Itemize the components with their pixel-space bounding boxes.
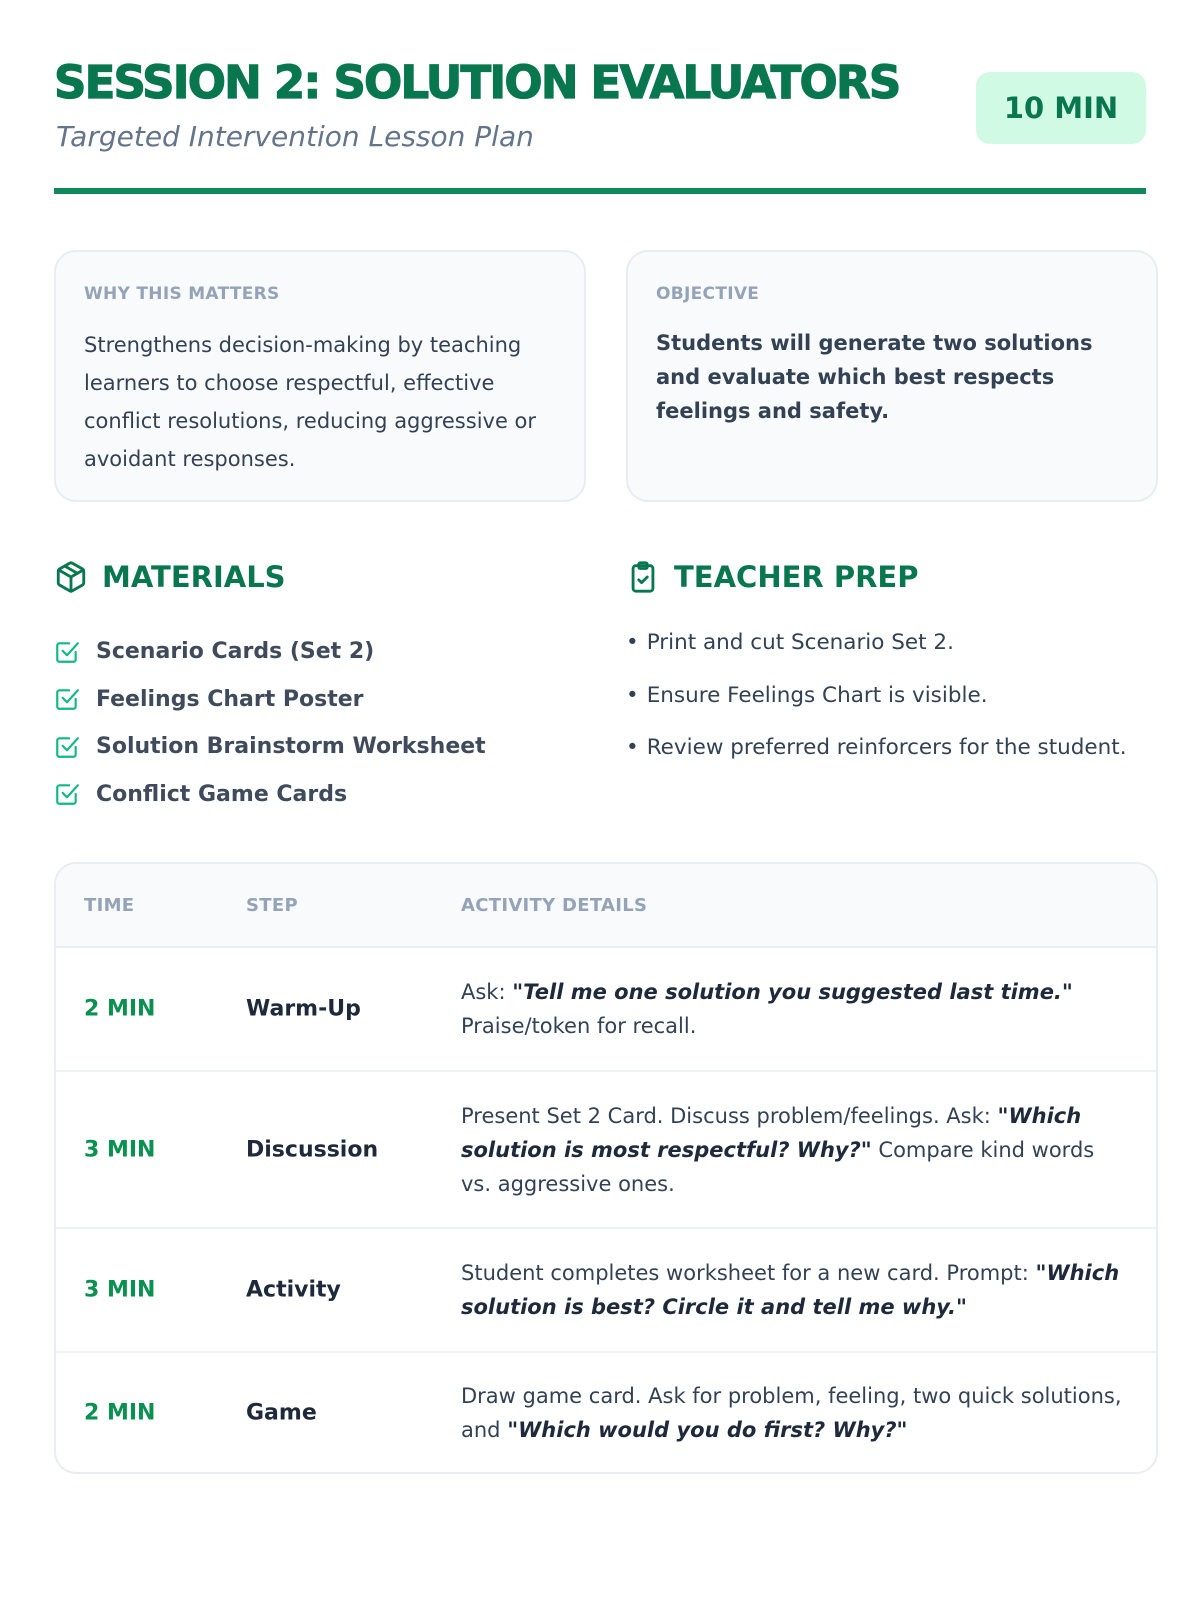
detail-quote: "Tell me one solution you suggested last time.": [512, 980, 1073, 1004]
material-label: Conflict Game Cards: [96, 781, 348, 807]
list-item: [54, 676, 574, 724]
schedule-table: [54, 862, 1158, 1474]
objective-card-label: OBJECTIVE: [656, 284, 760, 304]
box-icon: [54, 560, 88, 594]
row-step: Warm-Up: [246, 996, 361, 1022]
checkbox-checked-icon: [54, 734, 80, 760]
materials-list: [54, 628, 574, 818]
list-item: [54, 723, 574, 771]
lesson-header: [54, 52, 1146, 194]
material-label: Solution Brainstorm Worksheet: [96, 734, 486, 760]
page-title: SESSION 2: SOLUTION EVALUATORS: [54, 56, 900, 109]
table-header: [56, 864, 1156, 948]
teacher-prep-list: [626, 630, 1166, 788]
materials-heading: [54, 560, 286, 594]
teacher-prep-heading: [626, 560, 918, 594]
list-item: [54, 771, 574, 819]
objective-card-text: Students will generate two solutions and evaluate which best respects feelings and safety.: [656, 331, 1093, 423]
duration-badge: 10 MIN: [976, 72, 1146, 144]
detail-text: Compare kind words vs. aggressive ones.: [461, 1137, 1095, 1196]
prep-label: Print and cut Scenario Set 2.: [646, 630, 954, 655]
column-header-time: TIME: [84, 894, 135, 916]
material-label: Feelings Chart Poster: [96, 686, 364, 712]
list-item: [54, 628, 574, 676]
row-time: 3 MIN: [84, 1277, 156, 1303]
row-time: 2 MIN: [84, 996, 156, 1022]
list-item: [626, 630, 1166, 683]
detail-text: Student completes worksheet for a new card. Prompt:: [461, 1261, 1036, 1285]
checkbox-checked-icon: [54, 781, 80, 807]
bullet-icon: •: [626, 630, 639, 655]
table-row: [56, 1353, 1156, 1472]
list-item: [626, 735, 1166, 788]
table-row: [56, 948, 1156, 1072]
detail-text: Present Set 2 Card. Discuss problem/feelings. Ask:: [461, 1103, 998, 1128]
row-details: [461, 1099, 1126, 1201]
row-step: Activity: [246, 1277, 341, 1303]
row-step: Discussion: [246, 1137, 379, 1162]
row-details: [461, 1256, 1126, 1324]
page-subtitle: Targeted Intervention Lesson Plan: [56, 120, 534, 153]
checkbox-checked-icon: [54, 639, 80, 665]
detail-quote: "Which solution is most respectful? Why?": [461, 1103, 1082, 1162]
prep-label: Ensure Feelings Chart is visible.: [646, 682, 988, 708]
list-item: [626, 683, 1166, 736]
row-details: [461, 975, 1126, 1043]
why-card-label: WHY THIS MATTERS: [84, 284, 280, 304]
row-time: 2 MIN: [84, 1400, 156, 1425]
material-label: Scenario Cards (Set 2): [96, 639, 375, 665]
prep-label: Review preferred reinforcers for the student.: [646, 735, 1127, 760]
detail-text: Ask:: [461, 980, 513, 1004]
checkbox-checked-icon: [54, 686, 80, 712]
row-step: Game: [246, 1400, 317, 1425]
column-header-details: ACTIVITY DETAILS: [461, 894, 648, 916]
detail-quote: "Which solution is best? Circle it and tell me why.": [461, 1261, 1120, 1319]
row-time: 3 MIN: [84, 1137, 156, 1162]
why-card-text: Strengthens decision-making by teaching learners to choose respectful, effective conflict resolutions, reducing aggressive or avoidant responses.: [84, 333, 537, 471]
materials-title: MATERIALS: [102, 560, 286, 594]
table-row: [56, 1229, 1156, 1353]
column-header-step: STEP: [246, 894, 298, 916]
bullet-icon: •: [626, 735, 639, 760]
detail-text: Praise/token for recall.: [461, 1014, 697, 1038]
teacher-prep-title: TEACHER PREP: [674, 560, 919, 594]
why-this-matters-card: [54, 250, 586, 502]
clipboard-check-icon: [626, 560, 660, 594]
row-details: [461, 1379, 1126, 1447]
objective-card: [626, 250, 1158, 502]
bullet-icon: •: [626, 682, 639, 708]
table-row: [56, 1072, 1156, 1229]
detail-quote: "Which would you do first? Why?": [507, 1417, 908, 1442]
detail-text: Draw game card. Ask for problem, feeling, two quick solutions, and: [461, 1383, 1122, 1442]
